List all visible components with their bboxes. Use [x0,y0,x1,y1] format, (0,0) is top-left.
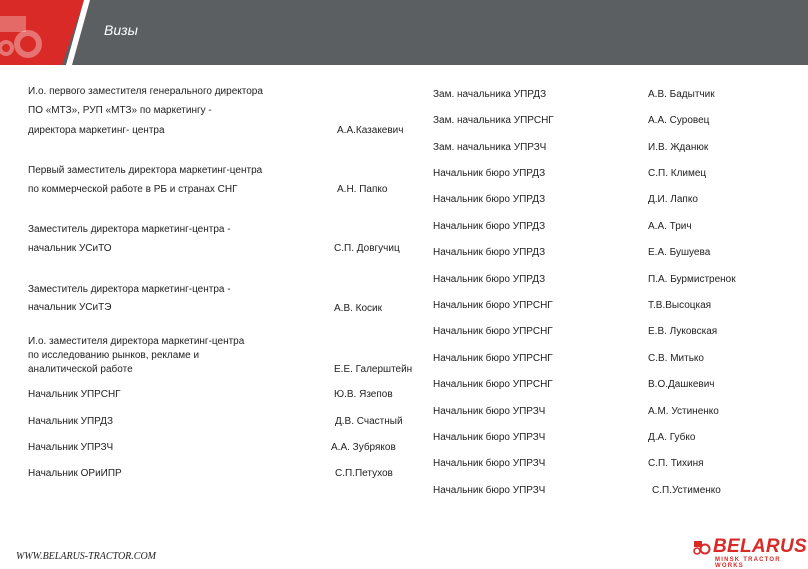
header-bar [0,0,808,65]
right-entry-12-position: Начальник бюро УПРСНГ [433,379,553,390]
right-entry-4-position: Начальник бюро УПРДЗ [433,168,546,179]
right-entry-4-name: С.П. Климец [648,168,707,179]
right-entry-5-name: Д.И. Лапко [648,194,698,205]
left-entry-5-name: Е.Е. Галерштейн [334,364,413,375]
right-entry-16-position: Начальник бюро УПРЗЧ [433,485,546,496]
right-entry-13-name: А.М. Устиненко [648,406,719,417]
right-entry-13-position: Начальник бюро УПРЗЧ [433,406,546,417]
logo-wordmark: BELARUS [713,536,807,557]
left-entry-1-line-3: директора маркетинг- центра [28,125,165,136]
right-entry-1-position: Зам. начальника УПРДЗ [433,89,547,100]
right-entry-6-name: А.А. Трич [648,221,692,232]
right-entry-15-position: Начальник бюро УПРЗЧ [433,458,546,469]
right-entry-6-position: Начальник бюро УПРДЗ [433,221,546,232]
left-entry-2-name: А.Н. Папко [337,184,388,195]
right-entry-2-position: Зам. начальника УПРСНГ [433,115,554,126]
right-entry-15-name: С.П. Тихиня [648,458,704,469]
left-entry-6-name: Ю.В. Язепов [334,389,393,400]
left-entry-6-position: Начальник УПРСНГ [28,389,121,400]
left-entry-4-line-1: Заместитель директора маркетинг-центра - [28,284,231,295]
right-entry-14-position: Начальник бюро УПРЗЧ [433,432,546,443]
right-entry-10-position: Начальник бюро УПРСНГ [433,326,553,337]
left-entry-5-line-3: аналитической работе [28,364,133,375]
left-entry-5-line-2: по исследованию рынков, рекламе и [28,350,200,361]
left-entry-2-line-2: по коммерческой работе в РБ и странах СНГ [28,184,238,195]
left-entry-3-line-2: начальник УСиТО [28,243,112,254]
left-entry-3-line-1: Заместитель директора маркетинг-центра - [28,224,231,235]
left-entry-8-position: Начальник УПРЗЧ [28,442,114,453]
right-entry-9-name: Т.В.Высоцкая [648,300,712,311]
belarus-logo [693,536,807,569]
left-entry-3-name: С.П. Довгучиц [334,243,400,254]
right-entry-9-position: Начальник бюро УПРСНГ [433,300,553,311]
right-entry-1-name: А.В. Бадытчик [648,89,715,100]
right-entry-8-position: Начальник бюро УПРДЗ [433,274,546,285]
left-entry-1-name: А.А.Казакевич [337,125,404,136]
left-entry-4-line-2: начальник УСиТЭ [28,302,112,313]
right-entry-10-name: Е.В. Луковская [648,326,718,337]
left-entry-2-line-1: Первый заместитель директора маркетинг-центра [28,165,263,176]
tractor-icon [0,10,60,58]
right-entry-7-position: Начальник бюро УПРДЗ [433,247,546,258]
right-entry-11-name: С.В. Митько [648,353,704,364]
left-entry-1-line-2: ПО «МТЗ», РУП «МТЗ» по маркетингу - [28,105,212,116]
left-entry-7-position: Начальник УПРДЗ [28,416,113,427]
right-entry-3-name: И.В. Жданюк [648,142,709,153]
left-entry-9-position: Начальник ОРиИПР [28,468,122,479]
right-entry-11-position: Начальник бюро УПРСНГ [433,353,553,364]
website-link[interactable]: WWW.BELARUS-TRACTOR.COM [16,551,156,562]
right-entry-5-position: Начальник бюро УПРДЗ [433,194,546,205]
right-entry-14-name: Д.А. Губко [648,432,696,443]
logo-tagline: MINSK TRACTOR WORKS [715,557,781,569]
left-entry-9-name: С.П.Петухов [335,468,393,479]
right-entry-12-name: В.О.Дашкевич [648,379,715,390]
left-entry-1-line-1: И.о. первого заместителя генерального директора [28,86,263,97]
left-entry-8-name: А.А. Зубряков [331,442,396,453]
left-entry-7-name: Д.В. Счастный [335,416,403,427]
right-entry-8-name: П.А. Бурмистренок [648,274,736,285]
right-entry-3-position: Зам. начальника УПРЗЧ [433,142,547,153]
right-entry-2-name: А.А. Суровец [648,115,710,126]
page-title: Визы [104,22,138,38]
left-entry-4-name: А.В. Косик [334,303,383,314]
tractor-logo-icon [693,539,711,555]
right-entry-16-name: С.П.Устименко [652,485,721,496]
left-entry-5-line-1: И.о. заместителя директора маркетинг-центра [28,336,245,347]
right-entry-7-name: Е.А. Бушуева [648,247,711,258]
